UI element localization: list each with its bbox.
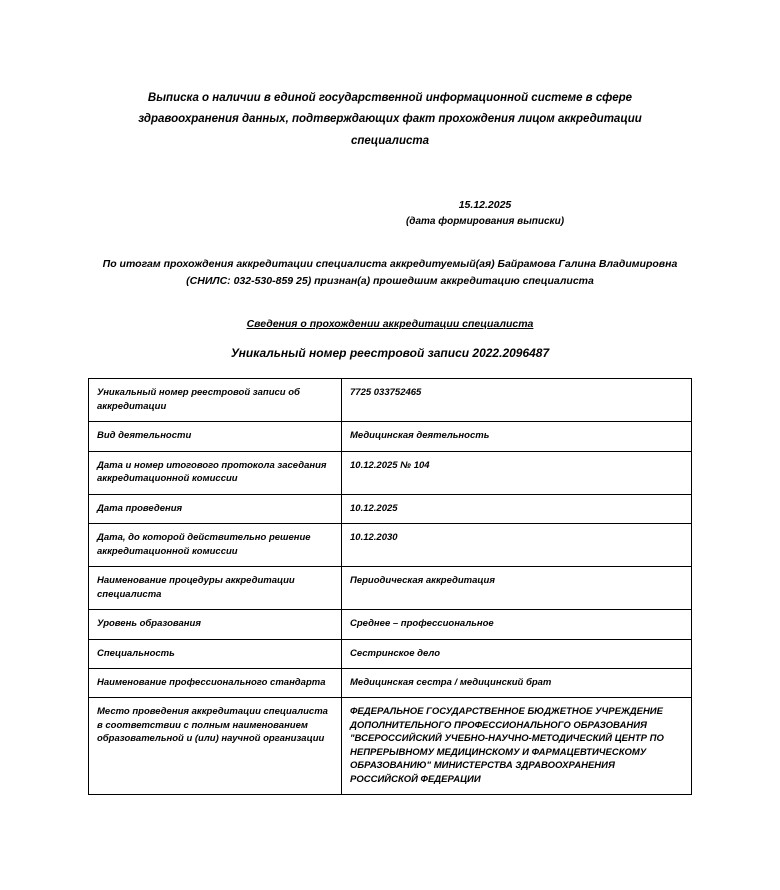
table-cell-value: Медицинская деятельность	[342, 422, 692, 451]
table-cell-value: Медицинская сестра / медицинский брат	[342, 668, 692, 697]
table-row	[89, 451, 692, 494]
table-cell-value: Сестринское дело	[342, 639, 692, 668]
registry-record-number: Уникальный номер реестровой записи 2022.2096487	[230, 346, 550, 361]
table-row	[89, 668, 692, 697]
table-row	[89, 524, 692, 567]
table-cell-label: Вид деятельности	[89, 422, 342, 451]
table-cell-label: Уникальный номер реестровой записи об аккредитации	[89, 379, 342, 422]
table-cell-label: Наименование процедуры аккредитации специалиста	[89, 567, 342, 610]
table-row	[89, 610, 692, 639]
formation-date-value: 15.12.2025	[458, 198, 512, 211]
table-cell-value: ФЕДЕРАЛЬНОЕ ГОСУДАРСТВЕННОЕ БЮДЖЕТНОЕ УЧРЕЖДЕНИЕ ДОПОЛНИТЕЛЬНОГО ПРОФЕССИОНАЛЬНОГО ОБРАЗОВАНИЯ "ВСЕРОССИЙСКИЙ УЧЕБНО-НАУЧНО-МЕТОДИЧЕСКИЙ ЦЕНТР ПО НЕПРЕРЫВНОМУ МЕДИЦИНСКОМУ И ФАРМАЦЕВТИЧЕСКОМУ ОБРАЗОВАНИЮ" МИНИСТЕРСТВА ЗДРАВООХРАНЕНИЯ РОССИЙСКОЙ ФЕДЕРАЦИИ	[342, 698, 692, 795]
formation-date-caption: (дата формирования выписки)	[405, 215, 565, 227]
table-cell-value: 7725 033752465	[342, 379, 692, 422]
table-cell-label: Специальность	[89, 639, 342, 668]
table-cell-value: 10.12.2030	[342, 524, 692, 567]
table-row	[89, 379, 692, 422]
table-cell-label: Уровень образования	[89, 610, 342, 639]
table-cell-value: Среднее – профессиональное	[342, 610, 692, 639]
accreditation-info-table	[88, 378, 692, 795]
table-cell-label: Наименование профессионального стандарта	[89, 668, 342, 697]
table-row	[89, 698, 692, 795]
accreditation-statement: По итогам прохождения аккредитации специалиста аккредитуемый(ая) Байрамова Галина Владимировна (СНИЛС: 032-530-859 25) признан(а) прошедшим аккредитацию специалиста	[102, 257, 678, 287]
table-row	[89, 422, 692, 451]
table-cell-label: Дата и номер итогового протокола заседания аккредитационной комиссии	[89, 451, 342, 494]
table-row	[89, 494, 692, 523]
page-title: Выписка о наличии в единой государственной информационной системе в сфере здравоохранения данных, подтверждающих факт прохождения лицом аккредитации специалиста	[138, 92, 642, 147]
section-heading: Сведения о прохождении аккредитации специалиста	[246, 318, 534, 331]
formation-date-block	[88, 198, 692, 230]
table-cell-value: 10.12.2025 № 104	[342, 451, 692, 494]
table-cell-label: Дата, до которой действительно решение аккредитационной комиссии	[89, 524, 342, 567]
table-row	[89, 639, 692, 668]
table-cell-label: Место проведения аккредитации специалиста в соответствии с полным наименованием образовательной и (или) научной организации	[89, 698, 342, 795]
table-row	[89, 567, 692, 610]
table-cell-label: Дата проведения	[89, 494, 342, 523]
table-cell-value: Периодическая аккредитация	[342, 567, 692, 610]
table-cell-value: 10.12.2025	[342, 494, 692, 523]
